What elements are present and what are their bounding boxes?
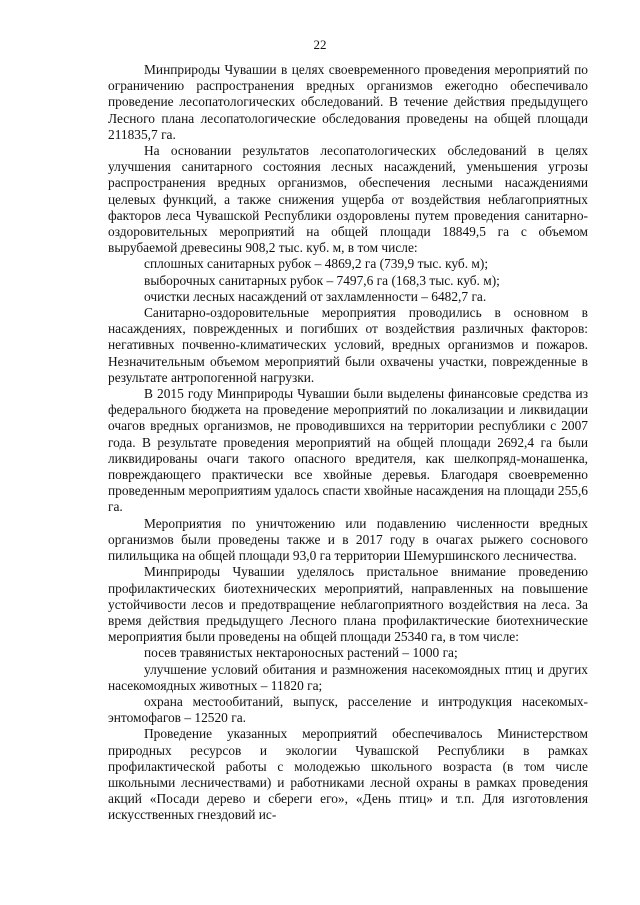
list-item: сплошных санитарных рубок – 4869,2 га (739,9 тыс. куб. м); <box>144 256 489 272</box>
paragraph: Минприроды Чувашии в целях своевременного проведения мероприятий по ограничению распространения вредных организмов ежегодно обеспечивало проведение лесопатологических обследований. В течение действия предыдущего Лесного плана лесопатологические обследования проведены на общей площади 211835,7 га. <box>108 62 588 142</box>
list-item: улучшение условий обитания и размножения насекомоядных птиц и других насекомоядных животных – 11820 га; <box>108 661 588 693</box>
page-number: 22 <box>313 37 327 52</box>
paragraph: На основании результатов лесопатологических обследований в целях улучшения санитарного состояния лесных насаждений, уменьшения угрозы распространения вредных организмов, обеспечения лесными насаждениями целевых функций, а также снижения ущерба от воздействия неблагоприятных факторов леса Чувашской Республики оздоровлены путем проведения санитарно-оздоровительных мероприятий на общей площади 18849,5 га с объемом вырубаемой древесины 908,2 тыс. куб. м, в том числе: <box>108 143 588 256</box>
paragraph: Мероприятия по уничтожению или подавлению численности вредных организмов были проведены также и в 2017 году в очагах рыжего соснового пилильщика на общей площади 93,0 га территории Шемуршинского лесничества. <box>108 515 588 564</box>
paragraph: Минприроды Чувашии уделялось пристальное внимание проведению профилактических биотехнических мероприятий, направленных на повышение устойчивости лесов и предотвращение неблагоприятного воздействия на леса. За время действия предыдущего Лесного плана профилактические биотехнические мероприятия были проведены на общей площади 25340 га, в том числе: <box>108 564 588 645</box>
paragraph: Проведение указанных мероприятий обеспечивалось Министерством природных ресурсов и экологии Чувашской Республики в рамках профилактической работы с молодежью школьного возраста (в том числе школьными лесничествами) и работниками лесной охраны в рамках проведения акций «Посади дерево и сбереги его», «День птиц» и т.п. Для изготовления искусственных гнездовий ис- <box>108 726 588 823</box>
list-item: посев травянистых нектароносных растений – 1000 га; <box>144 645 458 661</box>
list-item: выборочных санитарных рубок – 7497,6 га (168,3 тыс. куб. м); <box>144 272 500 288</box>
paragraph: Санитарно-оздоровительные мероприятия проводились в основном в насаждениях, поврежденных и погибших от воздействия различных факторов: негативных почвенно-климатических условий, вредных организмов и пожаров. Незначительным объемом мероприятий были охвачены участки, поврежденные в результате антропогенной нагрузки. <box>108 305 588 385</box>
list-item: очистки лесных насаждений от захламленности – 6482,7 га. <box>144 288 487 304</box>
body-text <box>108 62 588 824</box>
list-item: охрана местообитаний, выпуск, расселение и интродукция насекомых-энтомофагов – 12520 га. <box>108 693 588 726</box>
paragraph: В 2015 году Минприроды Чувашии были выделены финансовые средства из федерального бюджета на проведение мероприятий по локализации и ликвидации очагов вредных организмов, не проводившихся на территории республики с 2007 года. В результате проведения мероприятий на общей площади 2692,4 га были ликвидированы очаги такого опасного вредителя, как шелкопряд-монашенка, повреждающего практически все хвойные деревья. Благодаря своевременно проведенным мероприятиям удалось спасти хвойные насаждения на площади 255,6 га. <box>108 386 588 515</box>
